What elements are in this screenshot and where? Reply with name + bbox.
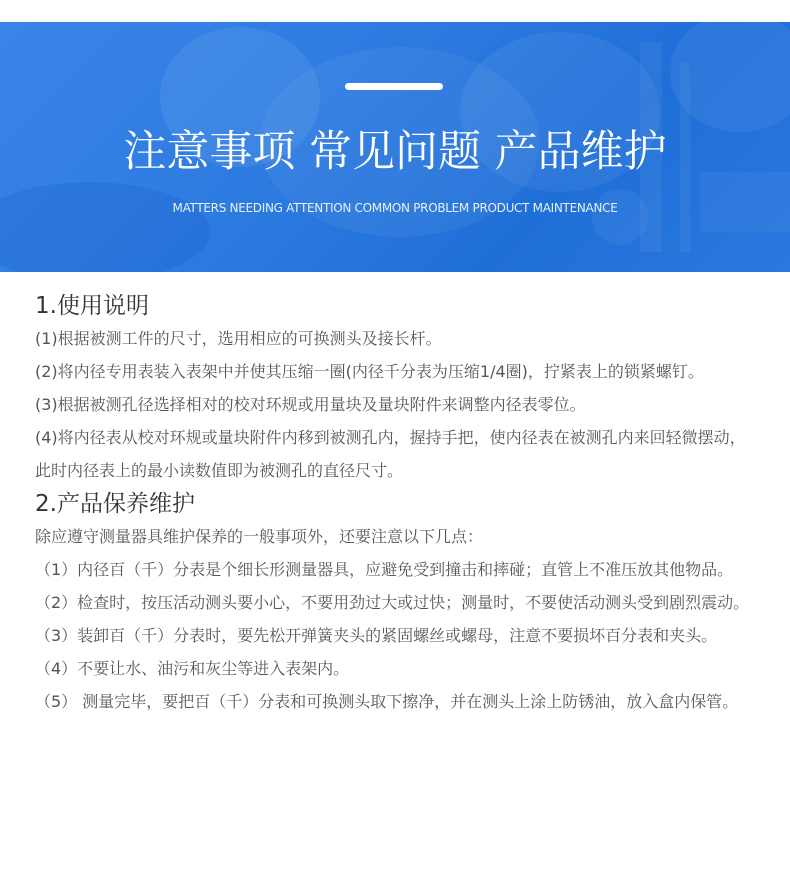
- main-content: [0, 272, 790, 718]
- maintenance-paragraph: （1）内径百（千）分表是个细长形测量器具，应避免受到撞击和摔碰；直管上不准压放其他物品。: [35, 560, 734, 579]
- usage-paragraph: (3)根据被测孔径选择相对的校对环规或用量块及量块附件来调整内径表零位。: [35, 395, 586, 414]
- top-strip: [0, 0, 790, 22]
- section-heading-usage: 1.使用说明: [35, 293, 149, 319]
- maintenance-paragraph: （2）检查时，按压活动测头要小心，不要用劲过大或过快；测量时，不要使活动测头受到剧烈震动。: [35, 593, 750, 612]
- usage-paragraph: (1)根据被测工件的尺寸，选用相应的可换测头及接长杆。: [35, 329, 442, 348]
- maintenance-paragraph: （5） 测量完毕，要把百（千）分表和可换测头取下擦净，并在测头上涂上防锈油，放入盒内保管。: [35, 692, 739, 711]
- banner-title: 注意事项 常见问题 产品维护: [123, 127, 667, 177]
- usage-section: [35, 272, 755, 487]
- header-banner: [0, 22, 790, 272]
- banner-subtitle: MATTERS NEEDING ATTENTION COMMON PROBLEM PRODUCT MAINTENANCE: [172, 201, 618, 215]
- maintenance-paragraph: （4）不要让水、油污和灰尘等进入表架内。: [35, 659, 350, 678]
- usage-paragraph: (2)将内径专用表装入表架中并使其压缩一圈(内径千分表为压缩1/4圈)，拧紧表上的锁紧螺钉。: [35, 362, 704, 381]
- maintenance-section: [35, 489, 755, 718]
- maintenance-paragraph: （3）装卸百（千）分表时，要先松开弹簧夹头的紧固螺丝或螺母，注意不要损坏百分表和夹头。: [35, 626, 718, 645]
- section-heading-maintenance: 2.产品保养维护: [35, 491, 195, 517]
- usage-paragraph: (4)将内径表从校对环规或量块附件内移到被测孔内，握持手把，使内径表在被测孔内来回轻微摆动，此时内径表上的最小读数值即为被测孔的直径尺寸。: [35, 428, 746, 480]
- maintenance-intro: 除应遵守测量器具维护保养的一般事项外，还要注意以下几点：: [35, 527, 484, 546]
- banner-divider-bar: [345, 83, 443, 90]
